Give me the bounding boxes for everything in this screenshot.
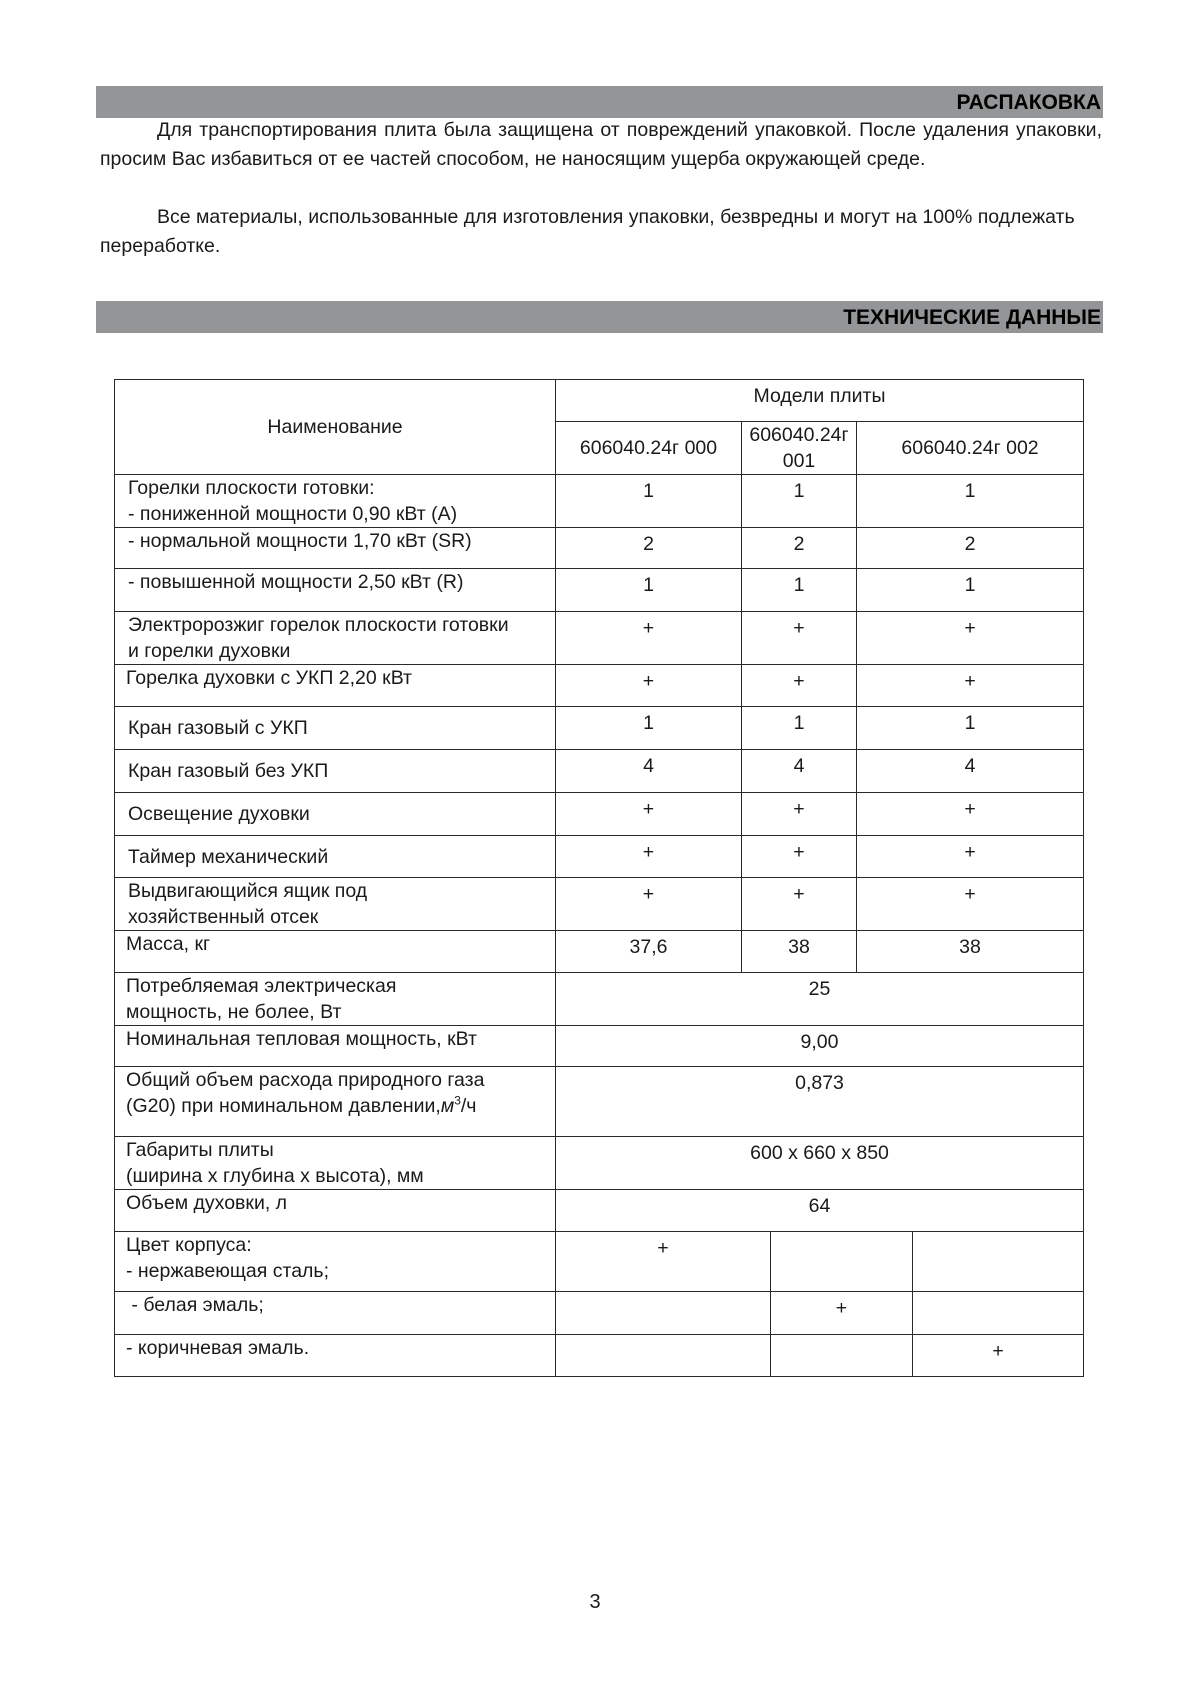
cell-value: 25 [556, 973, 1084, 1026]
cell-value: 38 [742, 931, 857, 973]
model-2: 606040.24г 001 [742, 422, 857, 475]
cell-value: + [857, 665, 1084, 707]
table-row [115, 1137, 1084, 1190]
tech-data-table [114, 379, 1084, 1377]
cell-value: 64 [556, 1190, 1084, 1232]
cell-value: + [742, 878, 857, 931]
table-row [115, 1190, 1084, 1232]
table-row [115, 931, 1084, 973]
cell-value: + [742, 665, 857, 707]
cell-value: 1 [742, 707, 857, 750]
cell-value: 37,6 [556, 931, 742, 973]
section-title-tech-data: ТЕХНИЧЕСКИЕ ДАННЫЕ [843, 306, 1101, 329]
cell-value: + [556, 836, 742, 878]
cell-value [771, 1335, 913, 1377]
table-row [115, 707, 1084, 750]
table-row [115, 973, 1084, 1026]
cell-value: 4 [857, 750, 1084, 793]
section-header-unpacking [96, 86, 1103, 118]
cell-value: + [857, 878, 1084, 931]
table-row [115, 475, 1084, 528]
table-row [115, 878, 1084, 931]
section-header-tech-data [96, 301, 1103, 333]
cell-value: 2 [742, 528, 857, 569]
unpacking-paragraph-2: Все материалы, использованные для изготовления упаковки, безвредны и могут на 100% подлежать переработке. [100, 206, 1075, 257]
cell-value: 600 х 660 х 850 [556, 1137, 1084, 1190]
table-row [115, 612, 1084, 665]
row-label: Объем духовки, л [115, 1190, 556, 1232]
table-row [115, 836, 1084, 878]
row-label: Таймер механический [115, 836, 556, 878]
unpacking-paragraph-1: Для транспортирования плита была защищена от повреждений упаковкой. После удаления упаковки, просим Вас избавиться от ее частей способом, не наносящим ущерба окружающей среде. [100, 119, 1102, 170]
row-label: Потребляемая электрическая мощность, не более, Вт [115, 973, 556, 1026]
table-row [115, 665, 1084, 707]
cell-value: + [556, 665, 742, 707]
row-label: Освещение духовки [115, 793, 556, 836]
row-label: Электророзжиг горелок плоскости готовки и горелки духовки [115, 612, 556, 665]
table-row [115, 1292, 1084, 1335]
cell-value: 2 [556, 528, 742, 569]
row-label: Цвет корпуса: - нержавеющая сталь; [115, 1232, 556, 1292]
cell-value: 1 [742, 475, 857, 528]
model-3: 606040.24г 002 [857, 422, 1084, 475]
table-row [115, 750, 1084, 793]
cell-value: + [913, 1335, 1084, 1377]
cell-value: + [742, 793, 857, 836]
cell-value [556, 1335, 771, 1377]
cell-value [913, 1292, 1084, 1335]
cell-value: + [742, 612, 857, 665]
cell-value: + [771, 1292, 913, 1335]
table-row [115, 1335, 1084, 1377]
row-label: Номинальная тепловая мощность, кВт [115, 1026, 556, 1067]
row-label: Выдвигающийся ящик под хозяйственный отсек [115, 878, 556, 931]
row-label: - коричневая эмаль. [115, 1335, 556, 1377]
cell-value: 1 [556, 707, 742, 750]
cell-value: 1 [857, 475, 1084, 528]
cell-value: + [857, 836, 1084, 878]
row-label: Кран газовый с УКП [115, 707, 556, 750]
row-label: Кран газовый без УКП [115, 750, 556, 793]
table-row [115, 528, 1084, 569]
cell-value: 4 [556, 750, 742, 793]
row-label: Масса, кг [115, 931, 556, 973]
section-title-unpacking: РАСПАКОВКА [956, 91, 1101, 114]
header-models: Модели плиты [556, 380, 1084, 422]
row-label: Общий объем расхода природного газа (G20) при номинальном $давлении,м^3/ч$ [115, 1067, 556, 1137]
cell-value: + [857, 793, 1084, 836]
cell-value [913, 1232, 1084, 1292]
table-row [115, 1067, 1084, 1137]
cell-value: 2 [857, 528, 1084, 569]
cell-value: 4 [742, 750, 857, 793]
row-label: - белая эмаль; [115, 1292, 556, 1335]
cell-value: + [857, 612, 1084, 665]
cell-value: 1 [857, 569, 1084, 612]
table-row [115, 569, 1084, 612]
row-label: Горелка духовки с УКП 2,20 кВт [115, 665, 556, 707]
cell-value: 38 [857, 931, 1084, 973]
cell-value: + [742, 836, 857, 878]
cell-value: + [556, 793, 742, 836]
header-name: Наименование [115, 380, 556, 475]
table-row [115, 1232, 1084, 1292]
row-label: - нормальной мощности 1,70 кВт (SR) [115, 528, 556, 569]
cell-value: 9,00 [556, 1026, 1084, 1067]
cell-value [771, 1232, 913, 1292]
cell-value: 1 [556, 475, 742, 528]
cell-value: + [556, 612, 742, 665]
cell-value: + [556, 1232, 771, 1292]
row-label: Горелки плоскости готовки: - пониженной мощности 0,90 кВт (А) [115, 475, 556, 528]
cell-value: + [556, 878, 742, 931]
cell-value: 0,873 [556, 1067, 1084, 1137]
cell-value [556, 1292, 771, 1335]
cell-value: 1 [857, 707, 1084, 750]
row-label: Габариты плиты (ширина х глубина х высота), мм [115, 1137, 556, 1190]
row-label: - повышенной мощности 2,50 кВт (R) [115, 569, 556, 612]
table-row [115, 1026, 1084, 1067]
page-number: 3 [589, 1591, 601, 1613]
model-1: 606040.24г 000 [556, 422, 742, 475]
table-row [115, 793, 1084, 836]
cell-value: 1 [556, 569, 742, 612]
cell-value: 1 [742, 569, 857, 612]
